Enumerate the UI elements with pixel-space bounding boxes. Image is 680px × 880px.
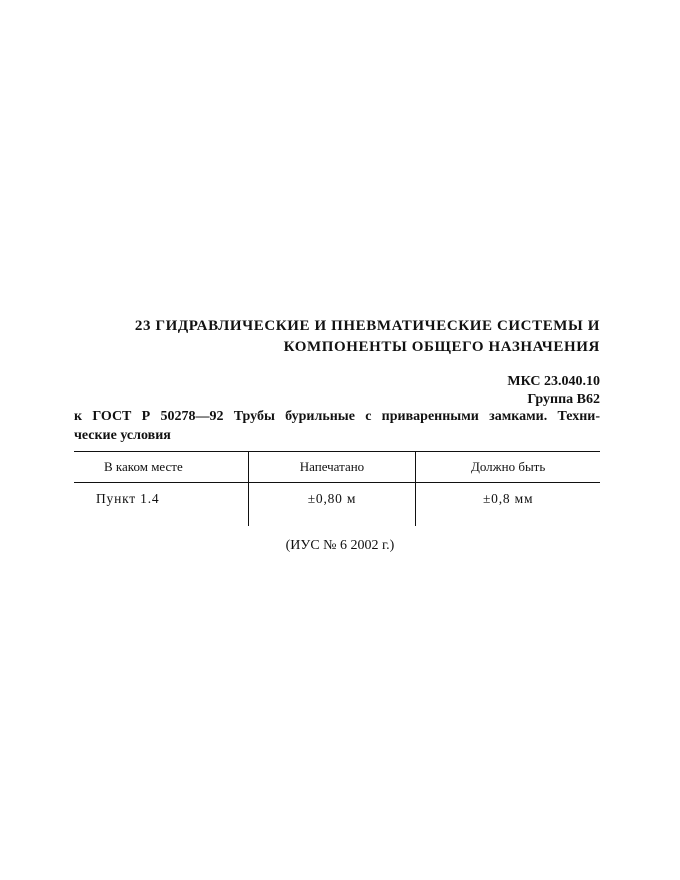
section-heading-line-2: КОМПОНЕНТЫ ОБЩЕГО НАЗНАЧЕНИЯ xyxy=(283,339,600,355)
source-reference: (ИУС № 6 2002 г.) xyxy=(285,538,395,553)
corrections-table xyxy=(74,451,600,526)
header-location: В каком месте xyxy=(74,452,248,483)
standard-title xyxy=(74,407,600,445)
cell-should-be: ±0,8 мм xyxy=(416,483,600,527)
mks-code: МКС 23.040.10 xyxy=(507,374,600,389)
table-row xyxy=(74,483,600,527)
table-header-row xyxy=(74,452,600,483)
cell-location: Пункт 1.4 xyxy=(96,491,160,506)
standard-title-line-1: к ГОСТ Р 50278—92 Трубы бурильные с приваренными замками. Техни- xyxy=(74,409,600,424)
header-printed: Напечатано xyxy=(248,452,416,483)
section-heading-line-1: 23 ГИДРАВЛИЧЕСКИЕ И ПНЕВМАТИЧЕСКИЕ СИСТЕМЫ И xyxy=(134,318,600,334)
header-should-be: Должно быть xyxy=(416,452,600,483)
section-heading xyxy=(100,316,600,358)
standard-title-line-2: ческие условия xyxy=(74,428,171,443)
group-code: Группа В62 xyxy=(527,392,600,407)
cell-printed: ±0,80 м xyxy=(248,483,416,527)
